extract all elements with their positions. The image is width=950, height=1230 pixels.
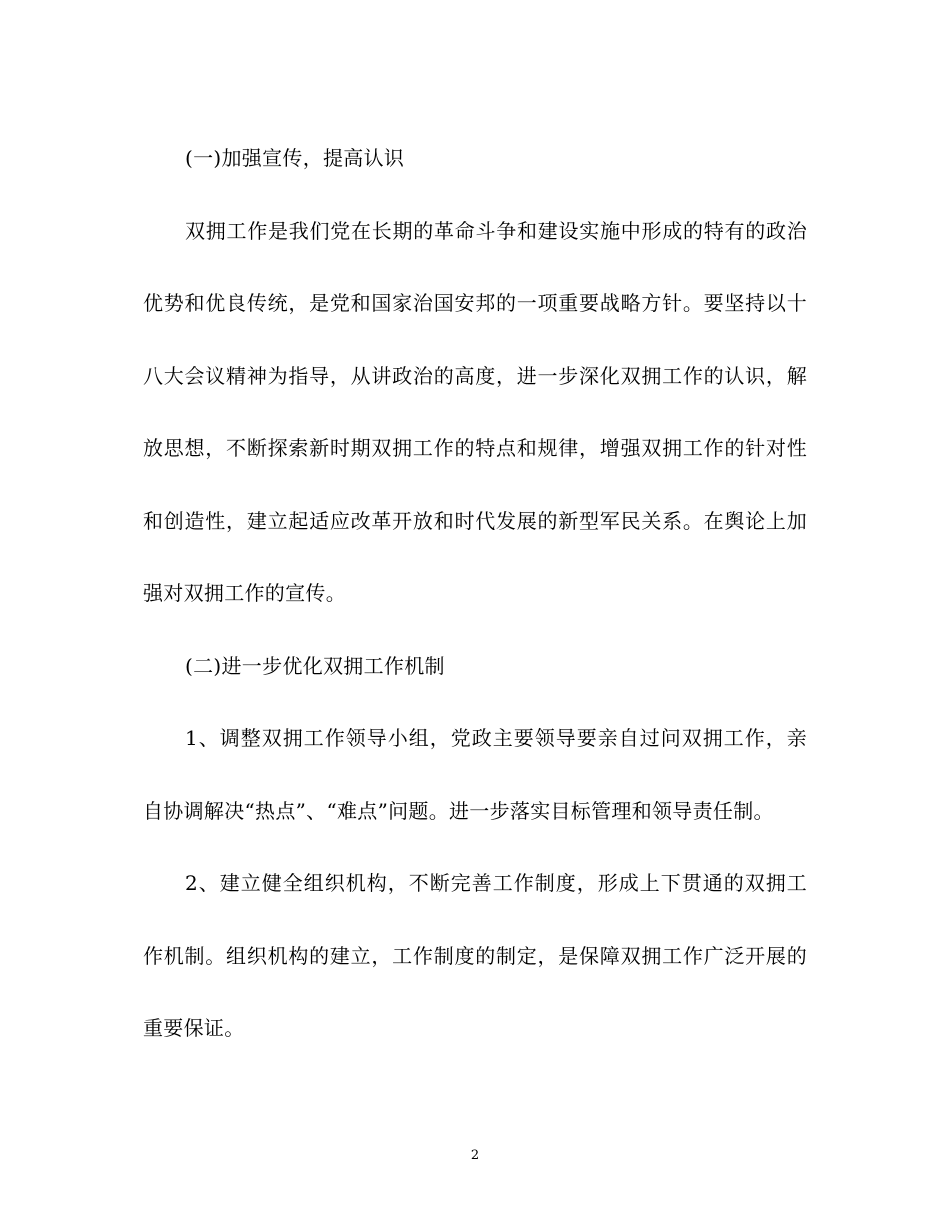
paragraph-1: 双拥工作是我们党在长期的革命斗争和建设实施中形成的特有的政治优势和优良传统，是党和国家治国安邦的一项重要战略方针。要坚持以十八大会议精神为指导，从讲政治的高度，进一步深化双拥工作的认识，解放思想，不断探索新时期双拥工作的特点和规律，增强双拥工作的针对性和创造性，建立起适应改革开放和时代发展的新型军民关系。在舆论上加强对双拥工作的宣传。	[143, 218, 807, 605]
section-heading-2: (二)进一步优化双拥工作机制	[185, 653, 445, 678]
paragraph-2: 1、调整双拥工作领导小组，党政主要领导要亲自过问双拥工作，亲自协调解决“热点”、“难点”问题。进一步落实目标管理和领导责任制。	[143, 726, 807, 823]
section-heading-1: (一)加强宣传，提高认识	[185, 146, 405, 170]
paragraph-3: 2、建立健全组织机构，不断完善工作制度，形成上下贯通的双拥工作机制。组织机构的建立，工作制度的制定，是保障双拥工作广泛开展的重要保证。	[143, 871, 807, 1040]
page-number: 2	[470, 1148, 480, 1163]
document-body	[143, 122, 807, 1065]
